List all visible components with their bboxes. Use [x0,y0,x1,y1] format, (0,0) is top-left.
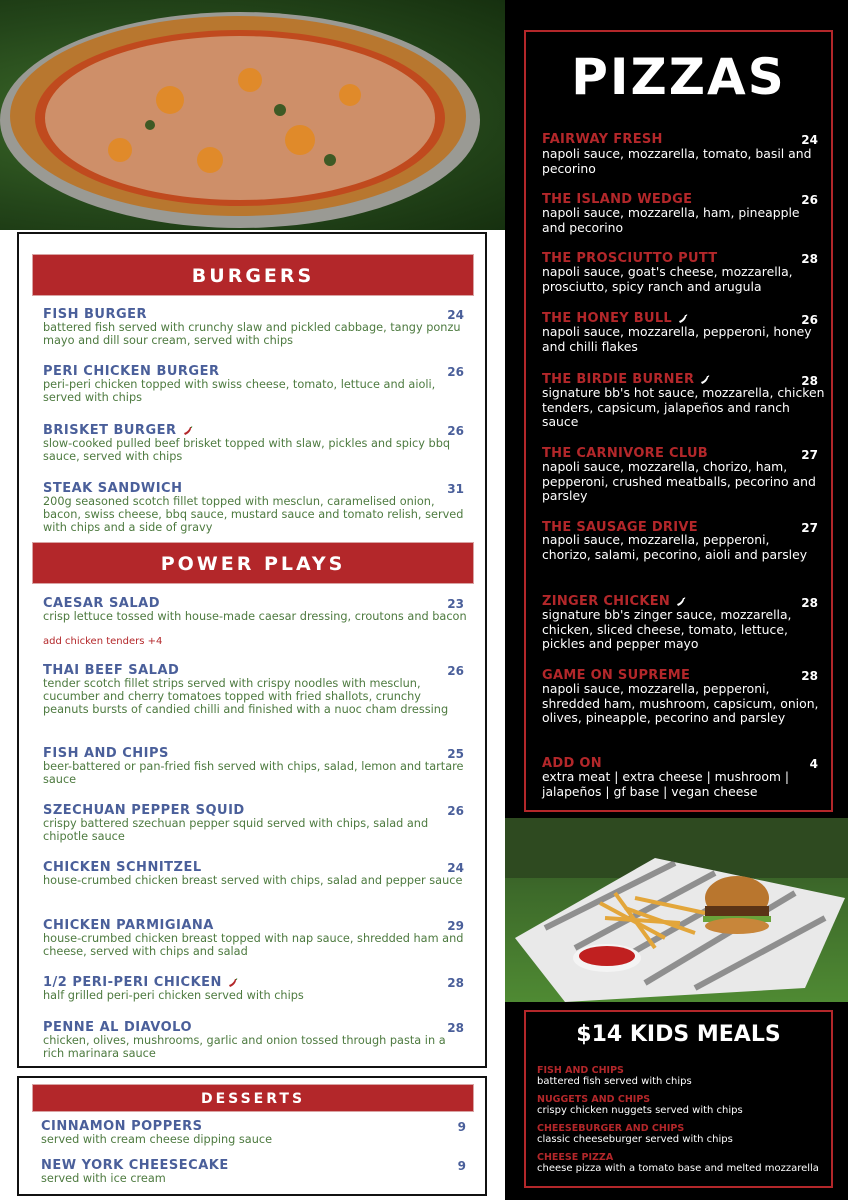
pizza-price: 28 [801,596,818,610]
pizza-name: ADD ON [542,756,602,771]
pizza-name: THE BIRDIE BURNER [542,372,695,387]
burger-photo [505,818,848,1002]
item-addon: add chicken tenders +4 [43,636,163,647]
pizzas-title: PIZZAS [571,48,786,106]
item-price: 24 [447,861,464,875]
item-description: house-crumbed chicken breast topped with nap sauce, shredded ham and cheese, served with chips and salad [43,932,464,958]
item-description: crisp lettuce tossed with house-made caesar dressing, croutons and bacon [43,610,467,623]
pizza-description: napoli sauce, goat's cheese, mozzarella, prosciutto, spicy ranch and arugula [542,264,793,294]
item-name: PERI CHICKEN BURGER [43,364,220,379]
item-name: 1/2 PERI-PERI CHICKEN [43,975,222,990]
kids-item-name: CHEESEBURGER AND CHIPS [537,1123,685,1134]
pizza-price: 28 [801,374,818,388]
pizza-description: napoli sauce, mozzarella, tomato, basil and pecorino [542,146,812,176]
item-name-row [43,423,193,438]
item-description: beer-battered or pan-fried fish served with chips, salad, lemon and tartare sauce [43,760,464,786]
pizza-price: 26 [801,313,818,327]
item-price: 25 [447,747,464,761]
pizza-name: THE PROSCIUTTO PUTT [542,251,718,266]
kids-item-description: cheese pizza with a tomato base and melted mozzarella [537,1163,819,1174]
item-description: chicken, olives, mushrooms, garlic and onion tossed through pasta in a rich marinara sauce [43,1034,446,1060]
kids-item-description: battered fish served with chips [537,1076,692,1087]
pizza-description: napoli sauce, mozzarella, pepperoni, shredded ham, mushroom, capsicum, onion, olives, pineapple, pecorino and parsley [542,681,819,725]
item-description: house-crumbed chicken breast served with chips, salad and pepper sauce [43,874,463,887]
item-description: 200g seasoned scotch fillet topped with mesclun, caramelised onion, bacon, swiss cheese, bbq sauce, mustard sauce and tomato relish, served with chips and a side of gravy [43,495,464,534]
power-plays-header: POWER PLAYS [32,542,474,584]
item-description: peri-peri chicken topped with swiss cheese, tomato, lettuce and aioli, served with chips [43,378,436,404]
item-description: battered fish served with crunchy slaw and pickled cabbage, tangy ponzu mayo and dill sour cream, served with chips [43,321,461,347]
item-name: NEW YORK CHEESECAKE [41,1158,229,1173]
pizza-description: signature bb's zinger sauce, mozzarella, chicken, sliced cheese, tomato, lettuce, pickles and pepper mayo [542,607,792,651]
item-price: 23 [447,597,464,611]
pizza-description: napoli sauce, mozzarella, pepperoni, honey and chilli flakes [542,324,812,354]
item-price: 9 [457,1159,466,1173]
item-name: CHICKEN SCHNITZEL [43,860,202,875]
item-price: 29 [447,919,464,933]
chili-pepper-icon [678,314,688,324]
item-description: tender scotch fillet strips served with crispy noodles with mesclun, cucumber and cherry tomatoes topped with fried shallots, crunchy peanuts bursts of candied chilli and finished with a nuoc cham dressing [43,677,449,716]
chili-pepper-icon [183,426,193,436]
item-name: STEAK SANDWICH [43,481,183,496]
pizza-name: THE HONEY BULL [542,311,673,326]
item-price: 26 [447,804,464,818]
item-price: 24 [447,308,464,322]
desserts-header: DESSERTS [32,1084,474,1112]
item-description: crispy battered szechuan pepper squid served with chips, salad and chipotle sauce [43,817,429,843]
pizza-name: GAME ON SUPREME [542,668,691,683]
chili-pepper-icon [228,978,238,988]
pizza-description: napoli sauce, mozzarella, ham, pineapple and pecorino [542,205,800,235]
pizza-price: 28 [801,669,818,683]
item-name: FISH AND CHIPS [43,746,169,761]
pizza-description: napoli sauce, mozzarella, chorizo, ham, pepperoni, crushed meatballs, pecorino and parsley [542,459,816,503]
kids-item-name: NUGGETS AND CHIPS [537,1094,651,1105]
pizza-name: ZINGER CHICKEN [542,594,671,609]
item-name: BRISKET BURGER [43,423,177,438]
item-price: 9 [457,1120,466,1134]
kids-meals-title: $14 KIDS MEALS [576,1022,781,1047]
item-price: 28 [447,1021,464,1035]
pizza-price: 26 [801,193,818,207]
item-description: slow-cooked pulled beef brisket topped with slaw, pickles and spicy bbq sauce, served with chips [43,437,451,463]
kids-item-name: CHEESE PIZZA [537,1152,614,1163]
pizza-photo [0,0,505,230]
burger-and-chips-illustration [505,818,848,1002]
pizza-name: FAIRWAY FRESH [542,132,663,147]
pizza-description: napoli sauce, mozzarella, pepperoni, chorizo, salami, pecorino, aioli and parsley [542,532,808,562]
kids-item-description: classic cheeseburger served with chips [537,1134,733,1145]
item-name: CAESAR SALAD [43,596,161,611]
item-price: 26 [447,664,464,678]
item-name: FISH BURGER [43,307,148,322]
item-price: 31 [447,482,464,496]
pizza-price: 28 [801,252,818,266]
item-name: SZECHUAN PEPPER SQUID [43,803,245,818]
pizza-name: THE ISLAND WEDGE [542,192,693,207]
pizza-name: THE SAUSAGE DRIVE [542,520,698,535]
item-name: CINNAMON POPPERS [41,1119,203,1134]
pizza-price: 4 [809,757,818,771]
chili-pepper-icon [700,375,710,385]
item-price: 26 [447,365,464,379]
item-name: THAI BEEF SALAD [43,663,180,678]
item-name: PENNE AL DIAVOLO [43,1020,193,1035]
item-name: CHICKEN PARMIGIANA [43,918,214,933]
item-description: half grilled peri-peri chicken served with chips [43,989,304,1002]
item-name-row [43,975,238,990]
kids-item-description: crispy chicken nuggets served with chips [537,1105,743,1116]
burgers-header: BURGERS [32,254,474,296]
item-price: 28 [447,976,464,990]
pizza-illustration [0,0,505,230]
pizza-description: signature bb's hot sauce, mozzarella, chicken tenders, capsicum, jalapeños and ranch sauce [542,385,825,429]
pizza-price: 27 [801,448,818,462]
kids-item-name: FISH AND CHIPS [537,1065,624,1076]
item-price: 26 [447,424,464,438]
pizza-description: extra meat | extra cheese | mushroom | jalapeños | gf base | vegan cheese [542,769,790,799]
pizza-price: 24 [801,133,818,147]
pizza-name: THE CARNIVORE CLUB [542,446,709,461]
item-description: served with ice cream [41,1172,166,1185]
chili-pepper-icon [676,597,686,607]
item-description: served with cream cheese dipping sauce [41,1133,273,1146]
pizza-price: 27 [801,521,818,535]
